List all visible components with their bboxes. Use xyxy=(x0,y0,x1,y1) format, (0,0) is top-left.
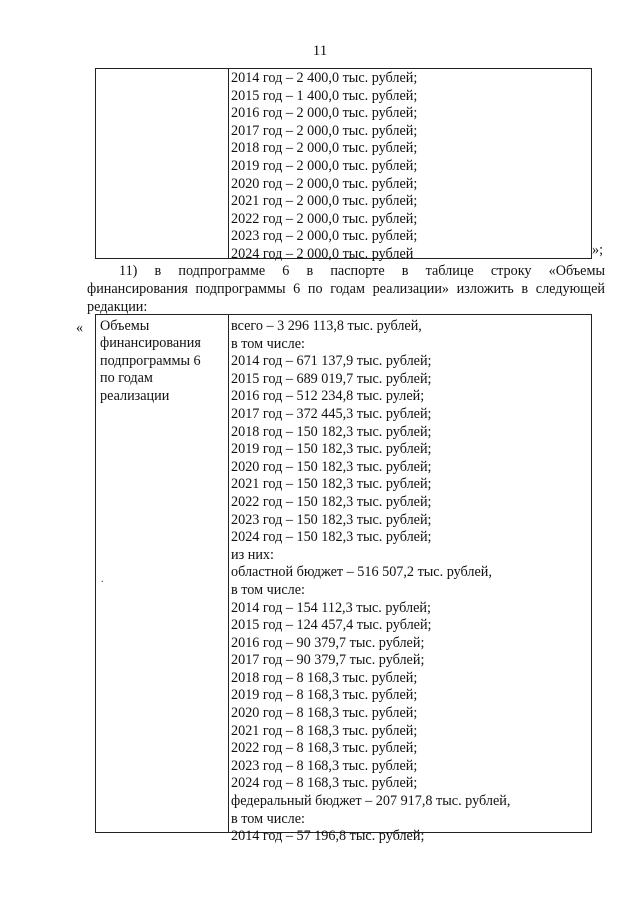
table-line: 2020 год – 150 182,3 тыс. рублей; xyxy=(231,458,432,475)
table-line: 2024 год – 2 000,0 тыс. рублей xyxy=(231,245,414,262)
table-line: 2022 год – 2 000,0 тыс. рублей; xyxy=(231,210,418,227)
table-line: 2015 год – 1 400,0 тыс. рублей; xyxy=(231,87,418,104)
table-line: в том числе: xyxy=(231,581,305,598)
funding-table-subprogram-6 xyxy=(95,314,592,845)
table-line: всего – 3 296 113,8 тыс. рублей, xyxy=(231,318,422,334)
table-line: 2017 год – 2 000,0 тыс. рублей; xyxy=(231,122,418,139)
table-line: 2023 год – 8 168,3 тыс. рублей; xyxy=(231,757,418,774)
table-line: в том числе: xyxy=(231,810,305,827)
table-line: 2021 год – 150 182,3 тыс. рублей; xyxy=(231,476,432,493)
column-divider xyxy=(228,69,229,258)
opening-quote-mark: « xyxy=(76,320,84,336)
funding-values-column xyxy=(231,318,591,846)
table-line: 2016 год – 2 000,0 тыс. рублей; xyxy=(231,105,418,122)
row-label-line: подпрограммы 6 xyxy=(100,352,201,369)
table-line: 2015 год – 689 019,7 тыс. рублей; xyxy=(231,370,432,387)
table-line: 2016 год – 90 379,7 тыс. рублей; xyxy=(231,634,425,651)
table-line: 2022 год – 150 182,3 тыс. рублей; xyxy=(231,493,432,510)
table-line: 2017 год – 372 445,3 тыс. рублей; xyxy=(231,405,432,422)
table-line: 2024 год – 8 168,3 тыс. рублей; xyxy=(231,775,418,792)
stray-dot-mark: . xyxy=(101,574,104,585)
table-line: 2014 год – 2 400,0 тыс. рублей; xyxy=(231,70,418,86)
table-line: 2014 год – 671 137,9 тыс. рублей; xyxy=(231,353,432,370)
table-line: из них: xyxy=(231,546,274,563)
paragraph-line: 11) в подпрограмме 6 в паспорте в таблице строку «Объемы xyxy=(119,263,605,279)
table-line: 2014 год – 154 112,3 тыс. рублей; xyxy=(231,599,431,616)
table-line: 2021 год – 8 168,3 тыс. рублей; xyxy=(231,722,418,739)
table-line: 2018 год – 150 182,3 тыс. рублей; xyxy=(231,423,432,440)
closing-quote-mark: »; xyxy=(592,242,604,258)
table-line: 2019 год – 2 000,0 тыс. рублей; xyxy=(231,157,418,174)
table-line: 2023 год – 150 182,3 тыс. рублей; xyxy=(231,511,432,528)
table-line: 2016 год – 512 234,8 тыс. рулей; xyxy=(231,388,425,405)
table-line: в том числе: xyxy=(231,335,305,352)
table-line: 2018 год – 2 000,0 тыс. рублей; xyxy=(231,140,418,157)
table-line: 2015 год – 124 457,4 тыс. рублей; xyxy=(231,617,432,634)
table-line: 2021 год – 2 000,0 тыс. рублей; xyxy=(231,193,418,210)
funding-table-continued xyxy=(95,68,592,262)
column-divider xyxy=(228,315,229,833)
page-number: 11 xyxy=(312,43,328,59)
row-label-line: по годам xyxy=(100,370,153,387)
table-line: областной бюджет – 516 507,2 тыс. рублей, xyxy=(231,564,492,581)
table-line: 2019 год – 150 182,3 тыс. рублей; xyxy=(231,441,432,458)
funding-values-column xyxy=(231,70,591,264)
table-line: 2023 год – 2 000,0 тыс. рублей; xyxy=(231,228,418,245)
row-label-line: финансирования xyxy=(100,335,201,352)
table-line: 2014 год – 57 196,8 тыс. рублей; xyxy=(231,828,425,845)
table-line: 2020 год – 2 000,0 тыс. рублей; xyxy=(231,175,418,192)
paragraph-line: редакции: xyxy=(87,298,148,315)
paragraph-line: финансирования подпрограммы 6 по годам реализации» изложить в следующей xyxy=(87,280,605,297)
table-line: 2018 год – 8 168,3 тыс. рублей; xyxy=(231,669,418,686)
row-label-line: реализации xyxy=(100,387,170,404)
row-label-line: Объемы xyxy=(100,318,150,334)
row-label xyxy=(100,318,224,405)
table-line: 2022 год – 8 168,3 тыс. рублей; xyxy=(231,740,418,757)
table-line: 2020 год – 8 168,3 тыс. рублей; xyxy=(231,705,418,722)
amendment-paragraph xyxy=(87,263,605,316)
table-line: 2019 год – 8 168,3 тыс. рублей; xyxy=(231,687,418,704)
table-line: 2024 год – 150 182,3 тыс. рублей; xyxy=(231,529,432,546)
table-line: 2017 год – 90 379,7 тыс. рублей; xyxy=(231,652,425,669)
table-line: федеральный бюджет – 207 917,8 тыс. рублей, xyxy=(231,793,511,810)
